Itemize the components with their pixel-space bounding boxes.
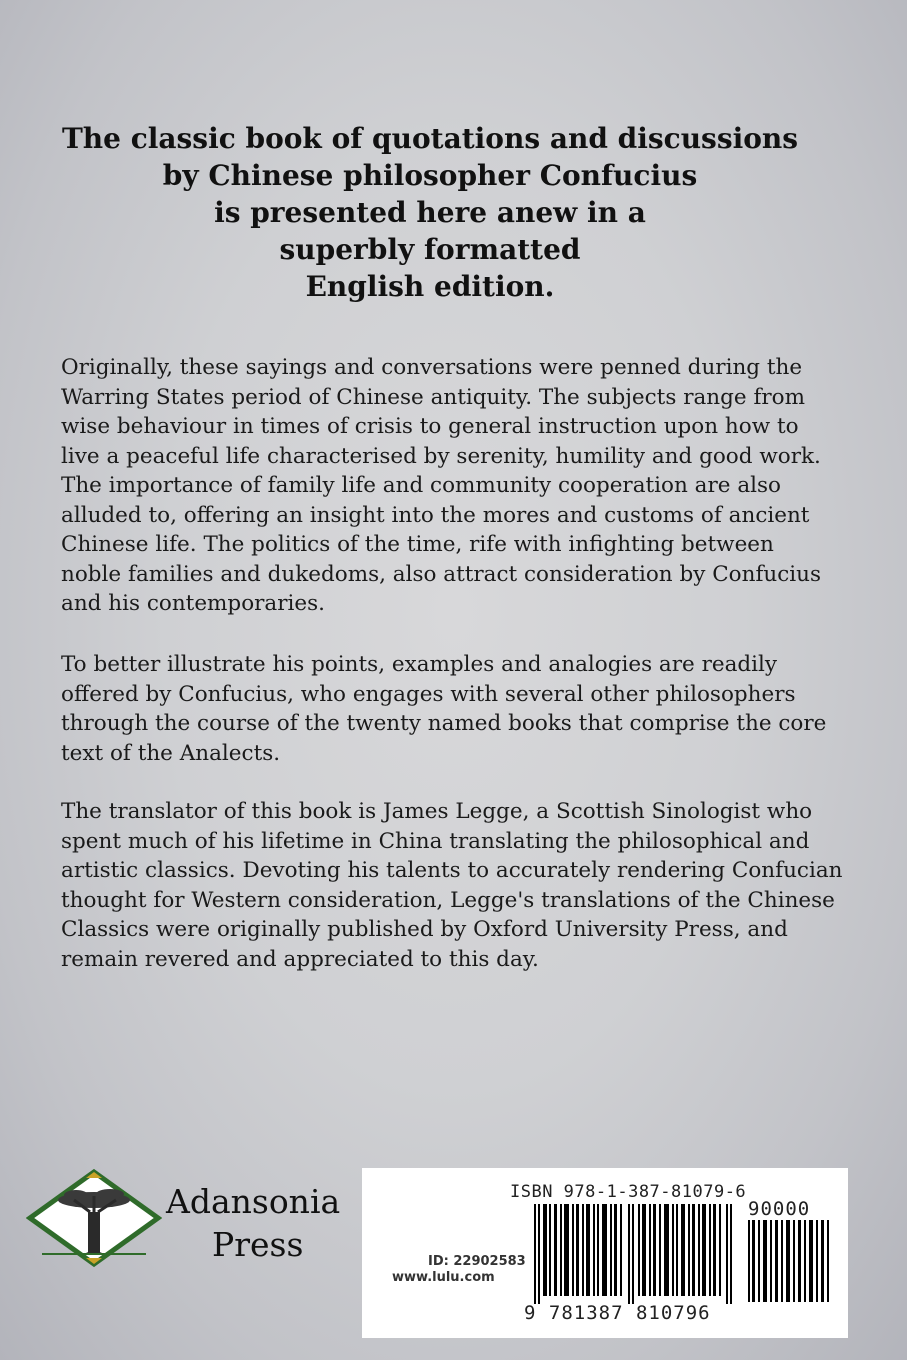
- paragraph-line: Warring States period of Chinese antiquity. The subjects range from: [61, 384, 806, 410]
- paragraph-line: and his contemporaries.: [61, 591, 325, 616]
- baobab-tree-diamond-icon: [26, 1168, 162, 1268]
- lulu-site: www.lulu.com: [392, 1270, 495, 1285]
- addon-barcode: [746, 1220, 836, 1302]
- paragraph-line: text of the Analects.: [61, 740, 281, 766]
- paragraph-origins: [61, 353, 851, 619]
- paragraph-line: artistic classics. Devoting his talents to accurately rendering Confucian: [61, 858, 843, 883]
- headline: [40, 120, 820, 305]
- paragraph-line: The translator of this book is James Legge, a Scottish Sinologist who: [61, 799, 813, 824]
- paragraph-line: thought for Western consideration, Legge's translations of the Chinese: [61, 887, 835, 913]
- paragraph-line: noble families and dukedoms, also attract consideration by Confucius: [61, 561, 822, 587]
- paragraph-translator: [61, 797, 851, 974]
- paragraph-line: alluded to, offering an insight into the mores and customs of ancient: [61, 502, 810, 528]
- paragraph-line: Originally, these sayings and conversations were penned during the: [61, 355, 803, 380]
- paragraph-line: The importance of family life and community cooperation are also: [61, 473, 781, 498]
- addon-digits: 90000: [748, 1198, 811, 1220]
- lulu-id: ID: 22902583: [428, 1254, 526, 1269]
- barcode-digits: 9 781387 810796: [524, 1302, 711, 1324]
- headline-line: superbly formatted: [279, 233, 581, 266]
- paragraph-line: Classics were originally published by Oxford University Press, and: [61, 917, 788, 942]
- barcode-panel: [362, 1168, 848, 1338]
- isbn-barcode: [532, 1204, 742, 1304]
- publisher-name-line1: Adansonia: [166, 1182, 341, 1221]
- isbn-label: ISBN 978-1-387-81079-6: [510, 1182, 747, 1202]
- paragraph-line: live a peaceful life characterised by serenity, humility and good work.: [61, 443, 821, 469]
- lulu-info: [392, 1254, 526, 1286]
- headline-line: is presented here anew in a: [214, 196, 646, 229]
- headline-line: The classic book of quotations and discussions: [61, 122, 799, 155]
- paragraph-line: wise behaviour in times of crisis to general instruction upon how to: [61, 414, 799, 439]
- headline-line: by Chinese philosopher Confucius: [162, 159, 698, 192]
- paragraph-line: remain revered and appreciated to this day.: [61, 946, 539, 972]
- publisher-name-line2: Press: [212, 1225, 304, 1264]
- headline-line: English edition.: [305, 270, 555, 303]
- paragraph-line: To better illustrate his points, examples and analogies are readily: [61, 652, 778, 677]
- paragraph-illustrations: [61, 650, 851, 768]
- publisher-logo: [26, 1168, 356, 1278]
- paragraph-line: Chinese life. The politics of the time, rife with infighting between: [61, 532, 774, 557]
- paragraph-line: through the course of the twenty named books that comprise the core: [61, 711, 827, 736]
- paragraph-line: offered by Confucius, who engages with several other philosophers: [61, 681, 796, 707]
- publisher-name: [166, 1180, 366, 1266]
- paragraph-line: spent much of his lifetime in China translating the philosophical and: [61, 828, 810, 854]
